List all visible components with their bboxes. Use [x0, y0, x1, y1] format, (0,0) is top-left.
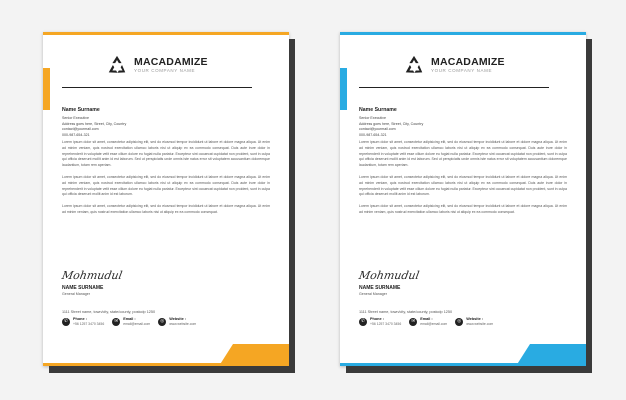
recycle-icon: [106, 54, 128, 76]
brand-name: MACADAMIZE: [431, 55, 505, 68]
company-tagline: YOUR COMPANY NAME: [431, 68, 493, 73]
email-value: email@email.com: [123, 321, 151, 326]
contact-row: [359, 317, 501, 326]
signer-title: General Manager: [62, 292, 90, 296]
recipient-phone: 000-987-654-321: [62, 132, 90, 137]
phone-contact: [359, 317, 401, 326]
brand-name: MACADAMIZE: [134, 55, 208, 68]
phone-label: Phone :: [370, 317, 384, 321]
recipient-name: Name Surname: [359, 107, 397, 113]
website-label: Website :: [169, 317, 187, 321]
email-icon: ✉: [112, 318, 120, 326]
phone-label: Phone :: [73, 317, 87, 321]
company-tagline: YOUR COMPANY NAME: [134, 68, 196, 73]
letterhead-page-blue: [340, 32, 586, 366]
phone-icon: ✆: [359, 318, 367, 326]
body-paragraph: Lorem ipsum dolor sit amet, consectetur adipisicing elit, sed do eiusmod tempor incididunt ut labore et dolore magna aliqua. Ut enim ad minim veniam, quis nostrud exercitation ullamco laboris nisi ut aliquip ex ea commodo consequat. Duis aute irure dolor in reprehenderit in voluptate velit esse cillum dolore eu fugiat nulla pariatur. Excepteur sint occaecat cupidatat non proident, sunt in culpa qui officia deserunt mollit anim id est laborum. Sed ut perspiciatis unde omnis iste natus error sit voluptatem accusantium doloremque laudantium, totam rem aperiam.: [62, 140, 270, 168]
email-label: Email :: [420, 317, 433, 321]
signer-title: General Manager: [359, 292, 387, 296]
signer-name: NAME SURNAME: [359, 285, 401, 291]
company-logo: [106, 54, 208, 76]
contact-row: [62, 317, 204, 326]
recipient-email: contact@yourmail.com: [62, 127, 99, 132]
corner-accent: [219, 344, 289, 366]
recipient-block: [359, 108, 569, 138]
body-paragraph: Lorem ipsum dolor sit amet, consectetur adipisicing elit, sed do eiusmod tempor incididunt ut labore et dolore magna aliqua. Ut enim ad minim veniam, quis nostrud exercitation ullamco laboris nisi ut aliquip ex ea commodo consequat.: [359, 204, 567, 214]
recipient-title: Senior Executive: [62, 116, 89, 121]
email-icon: ✉: [409, 318, 417, 326]
website-value: www.website.com: [169, 321, 197, 326]
signature: Mohmudul: [60, 269, 124, 282]
recipient-address: Address goes here, Street, City, Country: [62, 121, 127, 126]
top-accent-bar: [43, 32, 289, 35]
recipient-email: contact@yourmail.com: [359, 127, 396, 132]
website-icon: ◎: [158, 318, 166, 326]
footer-address: 1111 Street name, town/city, state/county, postcdp 1250: [359, 310, 453, 314]
signature-block: [359, 269, 419, 296]
recipient-title: Senior Executive: [359, 116, 386, 121]
letter-body: [62, 140, 270, 222]
company-logo: [403, 54, 505, 76]
body-paragraph: Lorem ipsum dolor sit amet, consectetur adipisicing elit, sed do eiusmod tempor incididunt ut labore et dolore magna aliqua. Ut enim ad minim veniam, quis nostrud exercitation ullamco laboris nisi ut aliquip ex ea commodo consequat.: [62, 204, 270, 214]
header-divider: [62, 87, 252, 88]
signature-block: [62, 269, 122, 296]
footer-address: 1111 Street name, town/city, state/county, postcdp 1250: [62, 310, 156, 314]
side-accent-tab: [340, 68, 347, 110]
phone-value: +56 1257 3470 3456: [73, 321, 105, 326]
recipient-block: [62, 108, 272, 138]
website-contact: [455, 317, 493, 326]
body-paragraph: Lorem ipsum dolor sit amet, consectetur adipisicing elit, sed do eiusmod tempor incididunt ut labore et dolore magna aliqua. Ut enim ad minim veniam, quis nostrud exercitation ullamco laboris nisi ut aliquip ex ea commodo consequat. Duis aute irure dolor in reprehenderit in voluptate velit esse cillum dolore eu fugiat nulla pariatur. Excepteur sint occaecat cupidatat non proident, sunt in culpa qui officia deserunt mollit anim id est laborum.: [359, 174, 567, 197]
recipient-name: Name Surname: [62, 107, 100, 113]
website-label: Website :: [466, 317, 484, 321]
phone-contact: [62, 317, 104, 326]
phone-value: +56 1257 3470 3456: [370, 321, 402, 326]
top-accent-bar: [340, 32, 586, 35]
website-value: www.website.com: [466, 321, 494, 326]
body-paragraph: Lorem ipsum dolor sit amet, consectetur adipisicing elit, sed do eiusmod tempor incididunt ut labore et dolore magna aliqua. Ut enim ad minim veniam, quis nostrud exercitation ullamco laboris nisi ut aliquip ex ea commodo consequat. Duis aute irure dolor in reprehenderit in voluptate velit esse cillum dolore eu fugiat nulla pariatur. Excepteur sint occaecat cupidatat non proident, sunt in culpa qui officia deserunt mollit anim id est laborum. Sed ut perspiciatis unde omnis iste natus error sit voluptatem accusantium doloremque laudantium, totam rem aperiam.: [359, 140, 567, 168]
signature: Mohmudul: [357, 269, 421, 282]
recycle-icon: [403, 54, 425, 76]
website-icon: ◎: [455, 318, 463, 326]
recipient-address: Address goes here, Street, City, Country: [359, 121, 424, 126]
letter-body: [359, 140, 567, 222]
signer-name: NAME SURNAME: [62, 285, 104, 291]
letterhead-page-orange: [43, 32, 289, 366]
side-accent-tab: [43, 68, 50, 110]
email-contact: [112, 317, 150, 326]
phone-icon: ✆: [62, 318, 70, 326]
corner-accent: [516, 344, 586, 366]
email-contact: [409, 317, 447, 326]
recipient-phone: 000-987-654-321: [359, 132, 387, 137]
website-contact: [158, 317, 196, 326]
email-value: email@email.com: [420, 321, 448, 326]
email-label: Email :: [123, 317, 136, 321]
body-paragraph: Lorem ipsum dolor sit amet, consectetur adipisicing elit, sed do eiusmod tempor incididunt ut labore et dolore magna aliqua. Ut enim ad minim veniam, quis nostrud exercitation ullamco laboris nisi ut aliquip ex ea commodo consequat. Duis aute irure dolor in reprehenderit in voluptate velit esse cillum dolore eu fugiat nulla pariatur. Excepteur sint occaecat cupidatat non proident, sunt in culpa qui officia deserunt mollit anim id est laborum.: [62, 174, 270, 197]
header-divider: [359, 87, 549, 88]
